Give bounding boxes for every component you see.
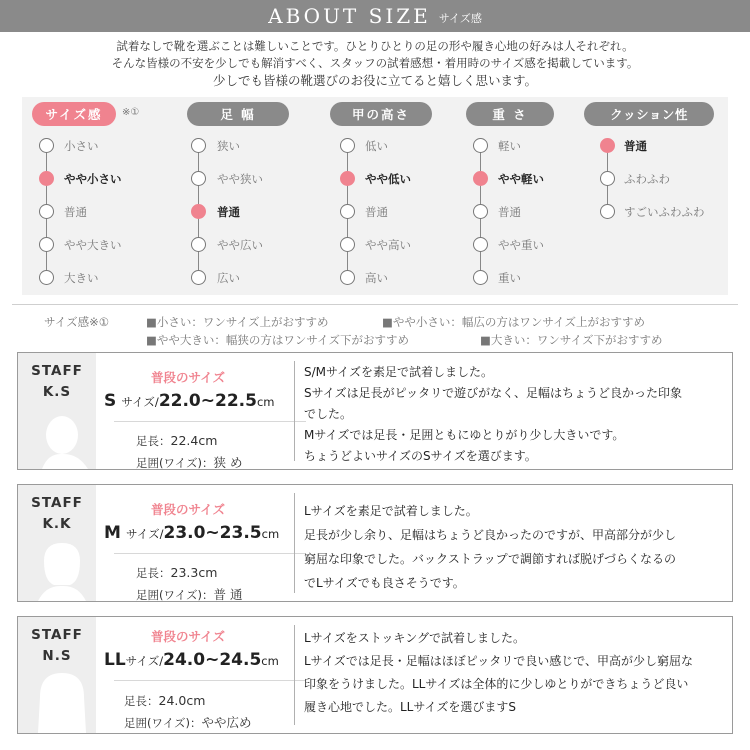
divider	[12, 304, 738, 305]
foot-girth-label: 足囲(ワイズ)：	[136, 588, 214, 602]
scale-dot	[39, 270, 54, 285]
staff-label: STAFF	[31, 363, 83, 379]
scale-level: 普通	[365, 205, 388, 219]
staff-card	[17, 352, 733, 470]
staff-comment	[304, 362, 726, 467]
scale-weight	[460, 97, 586, 295]
scale-dot-selected	[340, 171, 355, 186]
size-divider	[114, 553, 306, 554]
scale-dot	[340, 270, 355, 285]
usual-size-label: 普段のサイズ	[150, 629, 225, 644]
scale-dot	[473, 237, 488, 252]
scale-level: 低い	[365, 139, 388, 153]
size-letter: M	[104, 523, 121, 543]
scale-dot	[473, 270, 488, 285]
foot-girth-value: 普 通	[213, 587, 243, 602]
comment-line: 印象をうけました。LLサイズは全体的に少しゆとりができちょうど良い	[304, 677, 689, 691]
staff-side-panel	[18, 353, 96, 469]
scale-dot	[473, 138, 488, 153]
scale-dot	[473, 204, 488, 219]
size-range: 22.0~22.5	[158, 391, 257, 411]
legend-item: ■やや小さい：幅広の方はワンサイズ上がおすすめ	[382, 315, 646, 329]
usual-size-label: 普段のサイズ	[150, 502, 225, 517]
scale-level: 軽い	[498, 139, 521, 153]
size-range: 23.0~23.5	[163, 523, 262, 543]
comment-line: でLサイズでも良さそうです。	[304, 576, 465, 590]
scale-dot-selected	[600, 138, 615, 153]
staff-initials: K.S	[42, 384, 72, 400]
scale-label: クッション性	[584, 102, 714, 126]
card-divider	[294, 493, 295, 593]
scale-dot-selected	[191, 204, 206, 219]
size-divider	[114, 421, 306, 422]
staff-initials: N.S	[42, 648, 72, 664]
card-divider	[294, 625, 295, 725]
usual-size-label: 普段のサイズ	[150, 370, 225, 385]
comment-line: でした。	[304, 407, 353, 421]
legend-item: ■大きい：ワンサイズ下がおすすめ	[480, 333, 663, 347]
comment-line: Mサイズでは足長・足囲ともにゆとりがり少し大きいです。	[304, 428, 625, 442]
size-scale-panel	[22, 97, 728, 295]
scale-dot	[191, 237, 206, 252]
scale-dot-selected	[39, 171, 54, 186]
foot-girth	[124, 713, 252, 731]
foot-girth	[136, 585, 243, 603]
card-divider	[294, 361, 295, 461]
foot-length	[136, 433, 217, 449]
header-title: ABOUT SIZE	[268, 4, 431, 28]
staff-side-panel	[18, 617, 96, 733]
staff-name	[18, 625, 96, 667]
legend-item: ■やや大きい：幅狭の方はワンサイズ下がおすすめ	[146, 333, 410, 347]
scale-dot	[191, 270, 206, 285]
scale-level: 広い	[217, 271, 240, 285]
foot-girth-label: 足囲(ワイズ)：	[136, 456, 214, 470]
staff-side-panel	[18, 485, 96, 601]
staff-card	[17, 484, 733, 602]
staff-initials: K.K	[42, 516, 72, 532]
scale-level: 重い	[498, 271, 521, 285]
foot-girth-label: 足囲(ワイズ)：	[124, 716, 202, 730]
scale-level: 小さい	[64, 139, 99, 153]
comment-line: 窮屈な印象でした。バックストラップで調節すれば脱げづらくなるの	[304, 552, 677, 566]
staff-card	[17, 616, 733, 734]
staff-comment	[304, 627, 726, 719]
foot-length-value: 24.0cm	[158, 693, 206, 708]
scale-level-selected: やや低い	[365, 172, 411, 186]
scale-dot	[600, 204, 615, 219]
foot-length-value: 23.3cm	[170, 565, 218, 580]
scale-level: 狭い	[217, 139, 240, 153]
comment-line: Sサイズは足長がピッタリで遊びがなく、足幅はちょうど良かった印象	[304, 386, 682, 400]
size-letter: LL	[104, 650, 126, 670]
comment-line: Lサイズをストッキングで試着しました。	[304, 631, 526, 645]
scale-label: 足 幅	[187, 102, 289, 126]
scale-note: ※①	[122, 107, 140, 118]
header-subtitle: サイズ感	[438, 12, 482, 25]
scale-level-selected: 普通	[217, 205, 240, 219]
foot-length-label: 足長：	[136, 566, 171, 580]
size-word: サイズ/	[125, 654, 164, 668]
scale-level: 普通	[64, 205, 87, 219]
foot-girth-value: やや広め	[201, 715, 252, 730]
size-word: サイズ/	[121, 395, 159, 409]
size-letter: S	[104, 391, 117, 411]
scale-level: やや広い	[217, 238, 263, 252]
scale-dot	[340, 138, 355, 153]
staff-comment	[304, 499, 726, 595]
scale-size-feel	[22, 97, 148, 295]
legend-item: ■小さい：ワンサイズ上がおすすめ	[146, 315, 329, 329]
size-unit: cm	[261, 654, 279, 668]
scale-level: やや重い	[498, 238, 544, 252]
scale-label: 重 さ	[466, 102, 554, 126]
scale-level: 普通	[498, 205, 521, 219]
comment-line: 足長が少し余り、足幅はちょうど良かったのですが、甲高部分が少し	[304, 528, 677, 542]
scale-level: すごいふわふわ	[624, 205, 705, 219]
scale-label: サイズ感	[32, 102, 116, 126]
intro-line: 少しでも皆様の靴選びのお役に立てると嬉しく思います。	[212, 73, 537, 88]
foot-length-value: 22.4cm	[170, 433, 218, 448]
scale-level: ふわふわ	[624, 172, 670, 186]
comment-line: Lサイズを素足で試着しました。	[304, 504, 478, 518]
intro-line: 試着なしで靴を選ぶことは難しいことです。ひとりひとりの足の形や履き心地の好みは人それぞれ。	[116, 39, 634, 53]
scale-level: 高い	[365, 271, 388, 285]
intro-text	[0, 38, 750, 89]
scale-dot	[39, 204, 54, 219]
scale-dot-selected	[473, 171, 488, 186]
scale-level: やや狭い	[217, 172, 263, 186]
staff-name	[18, 493, 96, 535]
size-word: サイズ/	[126, 527, 164, 541]
foot-length-label: 足長：	[136, 434, 171, 448]
scale-dot	[340, 204, 355, 219]
size-unit: cm	[261, 527, 280, 541]
scale-level-selected: やや軽い	[498, 172, 544, 186]
size-unit: cm	[256, 395, 275, 409]
usual-size	[104, 391, 274, 411]
comment-line: ちょうどよいサイズのSサイズを選びます。	[304, 449, 537, 463]
scale-dot	[191, 138, 206, 153]
foot-length-label: 足長：	[124, 694, 159, 708]
comment-line: S/Mサイズを素足で試着しました。	[304, 365, 494, 379]
scale-cushion	[584, 97, 728, 295]
scale-dot	[191, 171, 206, 186]
legend-title: サイズ感※①	[44, 315, 110, 329]
usual-size	[104, 523, 279, 543]
comment-line: 履き心地でした。LLサイズを選びますS	[304, 700, 517, 714]
intro-line: そんな皆様の不安を少しでも解消すべく、スタッフの試着感想・着用時のサイズ感を掲載しています。	[111, 56, 639, 70]
usual-size	[104, 650, 279, 670]
staff-label: STAFF	[31, 495, 83, 511]
scale-dot	[39, 237, 54, 252]
foot-length	[124, 693, 205, 709]
scale-level-selected: 普通	[624, 139, 647, 153]
size-divider	[114, 680, 306, 681]
foot-girth-value: 狭 め	[213, 455, 243, 470]
scale-level: 大きい	[64, 271, 99, 285]
foot-girth	[136, 453, 243, 471]
scale-label: 甲の高さ	[330, 102, 432, 126]
staff-name	[18, 361, 96, 403]
scale-instep-height	[314, 97, 440, 295]
scale-level: やや大きい	[64, 238, 122, 252]
foot-length	[136, 565, 217, 581]
scale-dot	[600, 171, 615, 186]
scale-dot	[340, 237, 355, 252]
scale-foot-width	[168, 97, 294, 295]
header-bar	[0, 0, 750, 32]
size-range: 24.0~24.5	[163, 650, 262, 670]
comment-line: Lサイズでは足長・足幅はほぼピッタリで良い感じで、甲高が少し窮屈な	[304, 654, 694, 668]
scale-dot	[39, 138, 54, 153]
scale-level: やや高い	[365, 238, 411, 252]
scale-level-selected: やや小さい	[64, 172, 122, 186]
staff-label: STAFF	[31, 627, 83, 643]
